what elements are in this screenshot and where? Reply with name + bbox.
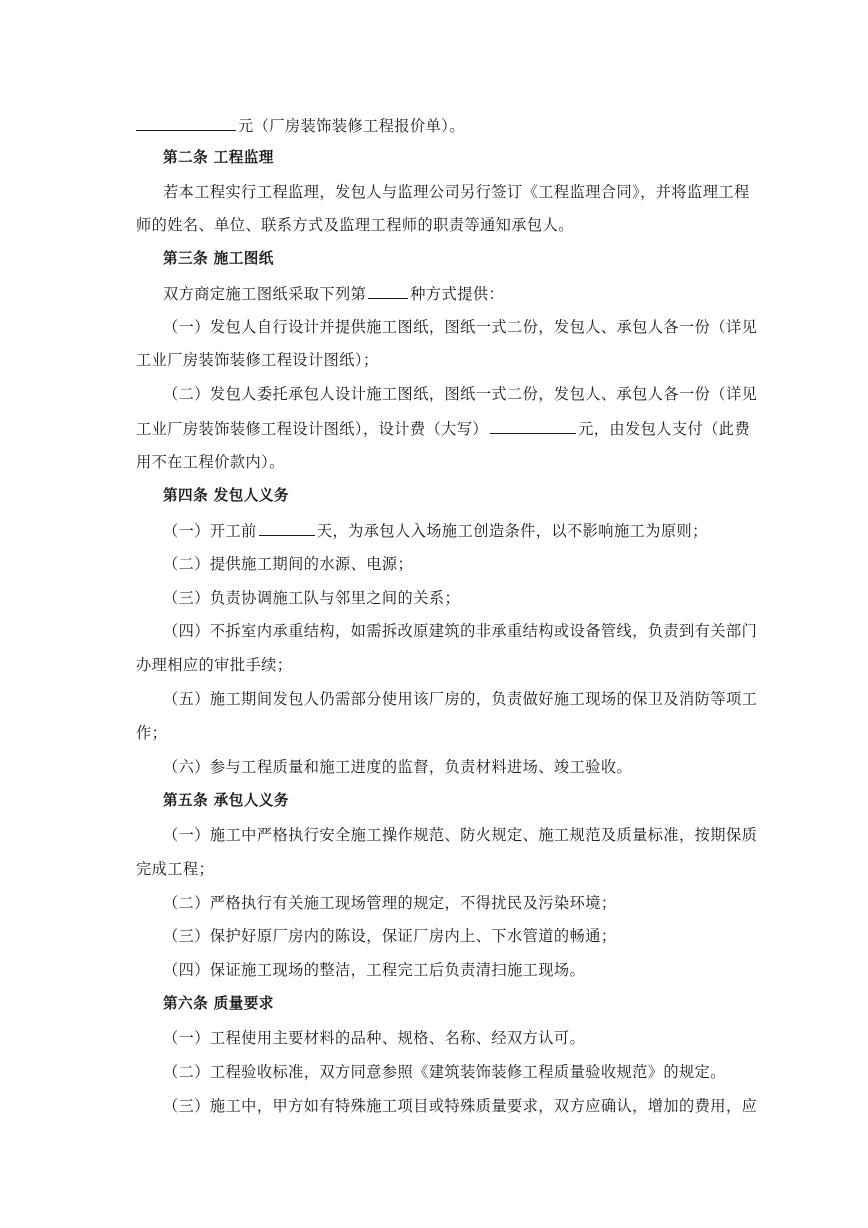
- heading-article-3: 第三条 施工图纸: [163, 250, 274, 267]
- drawings-item2-after: 元，由发包人支付（此费: [578, 420, 751, 438]
- employer-duty-item2: （二）提供施工期间的水源、电源；: [163, 555, 414, 573]
- employer-duty-item5-line2: 作；: [136, 724, 168, 742]
- supervision-text-line-1: 若本工程实行工程监理，发包人与监理公司另行签订《工程监理合同》，并将监理工程: [163, 183, 750, 201]
- employer-duty-item3: （三）负责协调施工队与邻里之间的关系；: [163, 589, 461, 607]
- quality-item2: （二）工程验收标准，双方同意参照《建筑装饰装修工程质量验收规范》的规定。: [163, 1063, 726, 1081]
- option-number-blank[interactable]: [368, 283, 408, 299]
- heading-article-2: 第二条 工程监理: [163, 149, 274, 166]
- quality-item3: （三）施工中，甲方如有特殊施工项目或特殊质量要求，双方应确认，增加的费用，应: [163, 1097, 758, 1115]
- supervision-text-line-2: 师的姓名、单位、联系方式及监理工程师的职责等通知承包人。: [136, 216, 574, 234]
- drawings-item1-line1: （一）发包人自行设计并提供施工图纸，图纸一式二份，发包人、承包人各一份（详见: [163, 318, 758, 336]
- contractor-duty-item4: （四）保证施工现场的整洁，工程完工后负责清扫施工现场。: [163, 961, 586, 979]
- drawings-item2-line3: 用不在工程价款内）。: [136, 453, 285, 471]
- employer-duty-item4-line1: （四）不拆室内承重结构，如需拆改原建筑的非承重结构或设备管线，负责到有关部门: [163, 622, 758, 640]
- amount-blank[interactable]: [136, 115, 236, 131]
- quality-item1: （一）工程使用主要材料的品种、规格、名称、经双方认可。: [163, 1029, 586, 1047]
- heading-article-5: 第五条 承包人义务: [163, 792, 289, 809]
- quote-reference-line: [136, 115, 465, 136]
- contractor-duty-item1-line1: （一）施工中严格执行安全施工操作规范、防火规定、施工规范及质量标准，按期保质: [163, 826, 758, 844]
- drawings-item2-before: 工业厂房装饰装修工程设计图纸），设计费（大写）: [136, 420, 489, 438]
- drawings-item2-line1: （二）发包人委托承包人设计施工图纸，图纸一式二份，发包人、承包人各一份（详见: [163, 385, 758, 403]
- employer-duty-item4-line2: 办理相应的审批手续；: [136, 656, 293, 674]
- heading-article-4: 第四条 发包人义务: [163, 487, 289, 504]
- drawings-intro-before: 双方商定施工图纸采取下列第: [163, 285, 367, 303]
- days-before-start-blank[interactable]: [259, 520, 315, 536]
- design-fee-blank[interactable]: [490, 418, 576, 434]
- contractor-duty-item3: （三）保护好原厂房内的陈设，保证厂房内上、下水管道的畅通；: [163, 927, 617, 945]
- quote-reference-text: 元（厂房装饰装修工程报价单）。: [238, 117, 465, 135]
- employer-duty-item6: （六）参与工程质量和施工进度的监督，负责材料进场、竣工验收。: [163, 758, 633, 776]
- employer-duty-item1-before: （一）开工前: [163, 522, 257, 540]
- drawings-item2-line2: [136, 418, 750, 439]
- drawings-intro-line: [163, 283, 504, 304]
- drawings-item1-line2: 工业厂房装饰装修工程设计图纸）；: [136, 351, 379, 369]
- contractor-duty-item1-line2: 完成工程；: [136, 860, 215, 878]
- employer-duty-item1: [163, 520, 708, 541]
- employer-duty-item5-line1: （五）施工期间发包人仍需部分使用该厂房的，负责做好施工现场的保卫及消防等项工: [163, 690, 758, 708]
- contractor-duty-item2: （二）严格执行有关施工现场管理的规定，不得扰民及污染环境；: [163, 894, 617, 912]
- drawings-intro-after: 种方式提供：: [410, 285, 505, 303]
- heading-article-6: 第六条 质量要求: [163, 995, 274, 1012]
- employer-duty-item1-after: 天，为承包人入场施工创造条件，以不影响施工为原则；: [316, 522, 708, 540]
